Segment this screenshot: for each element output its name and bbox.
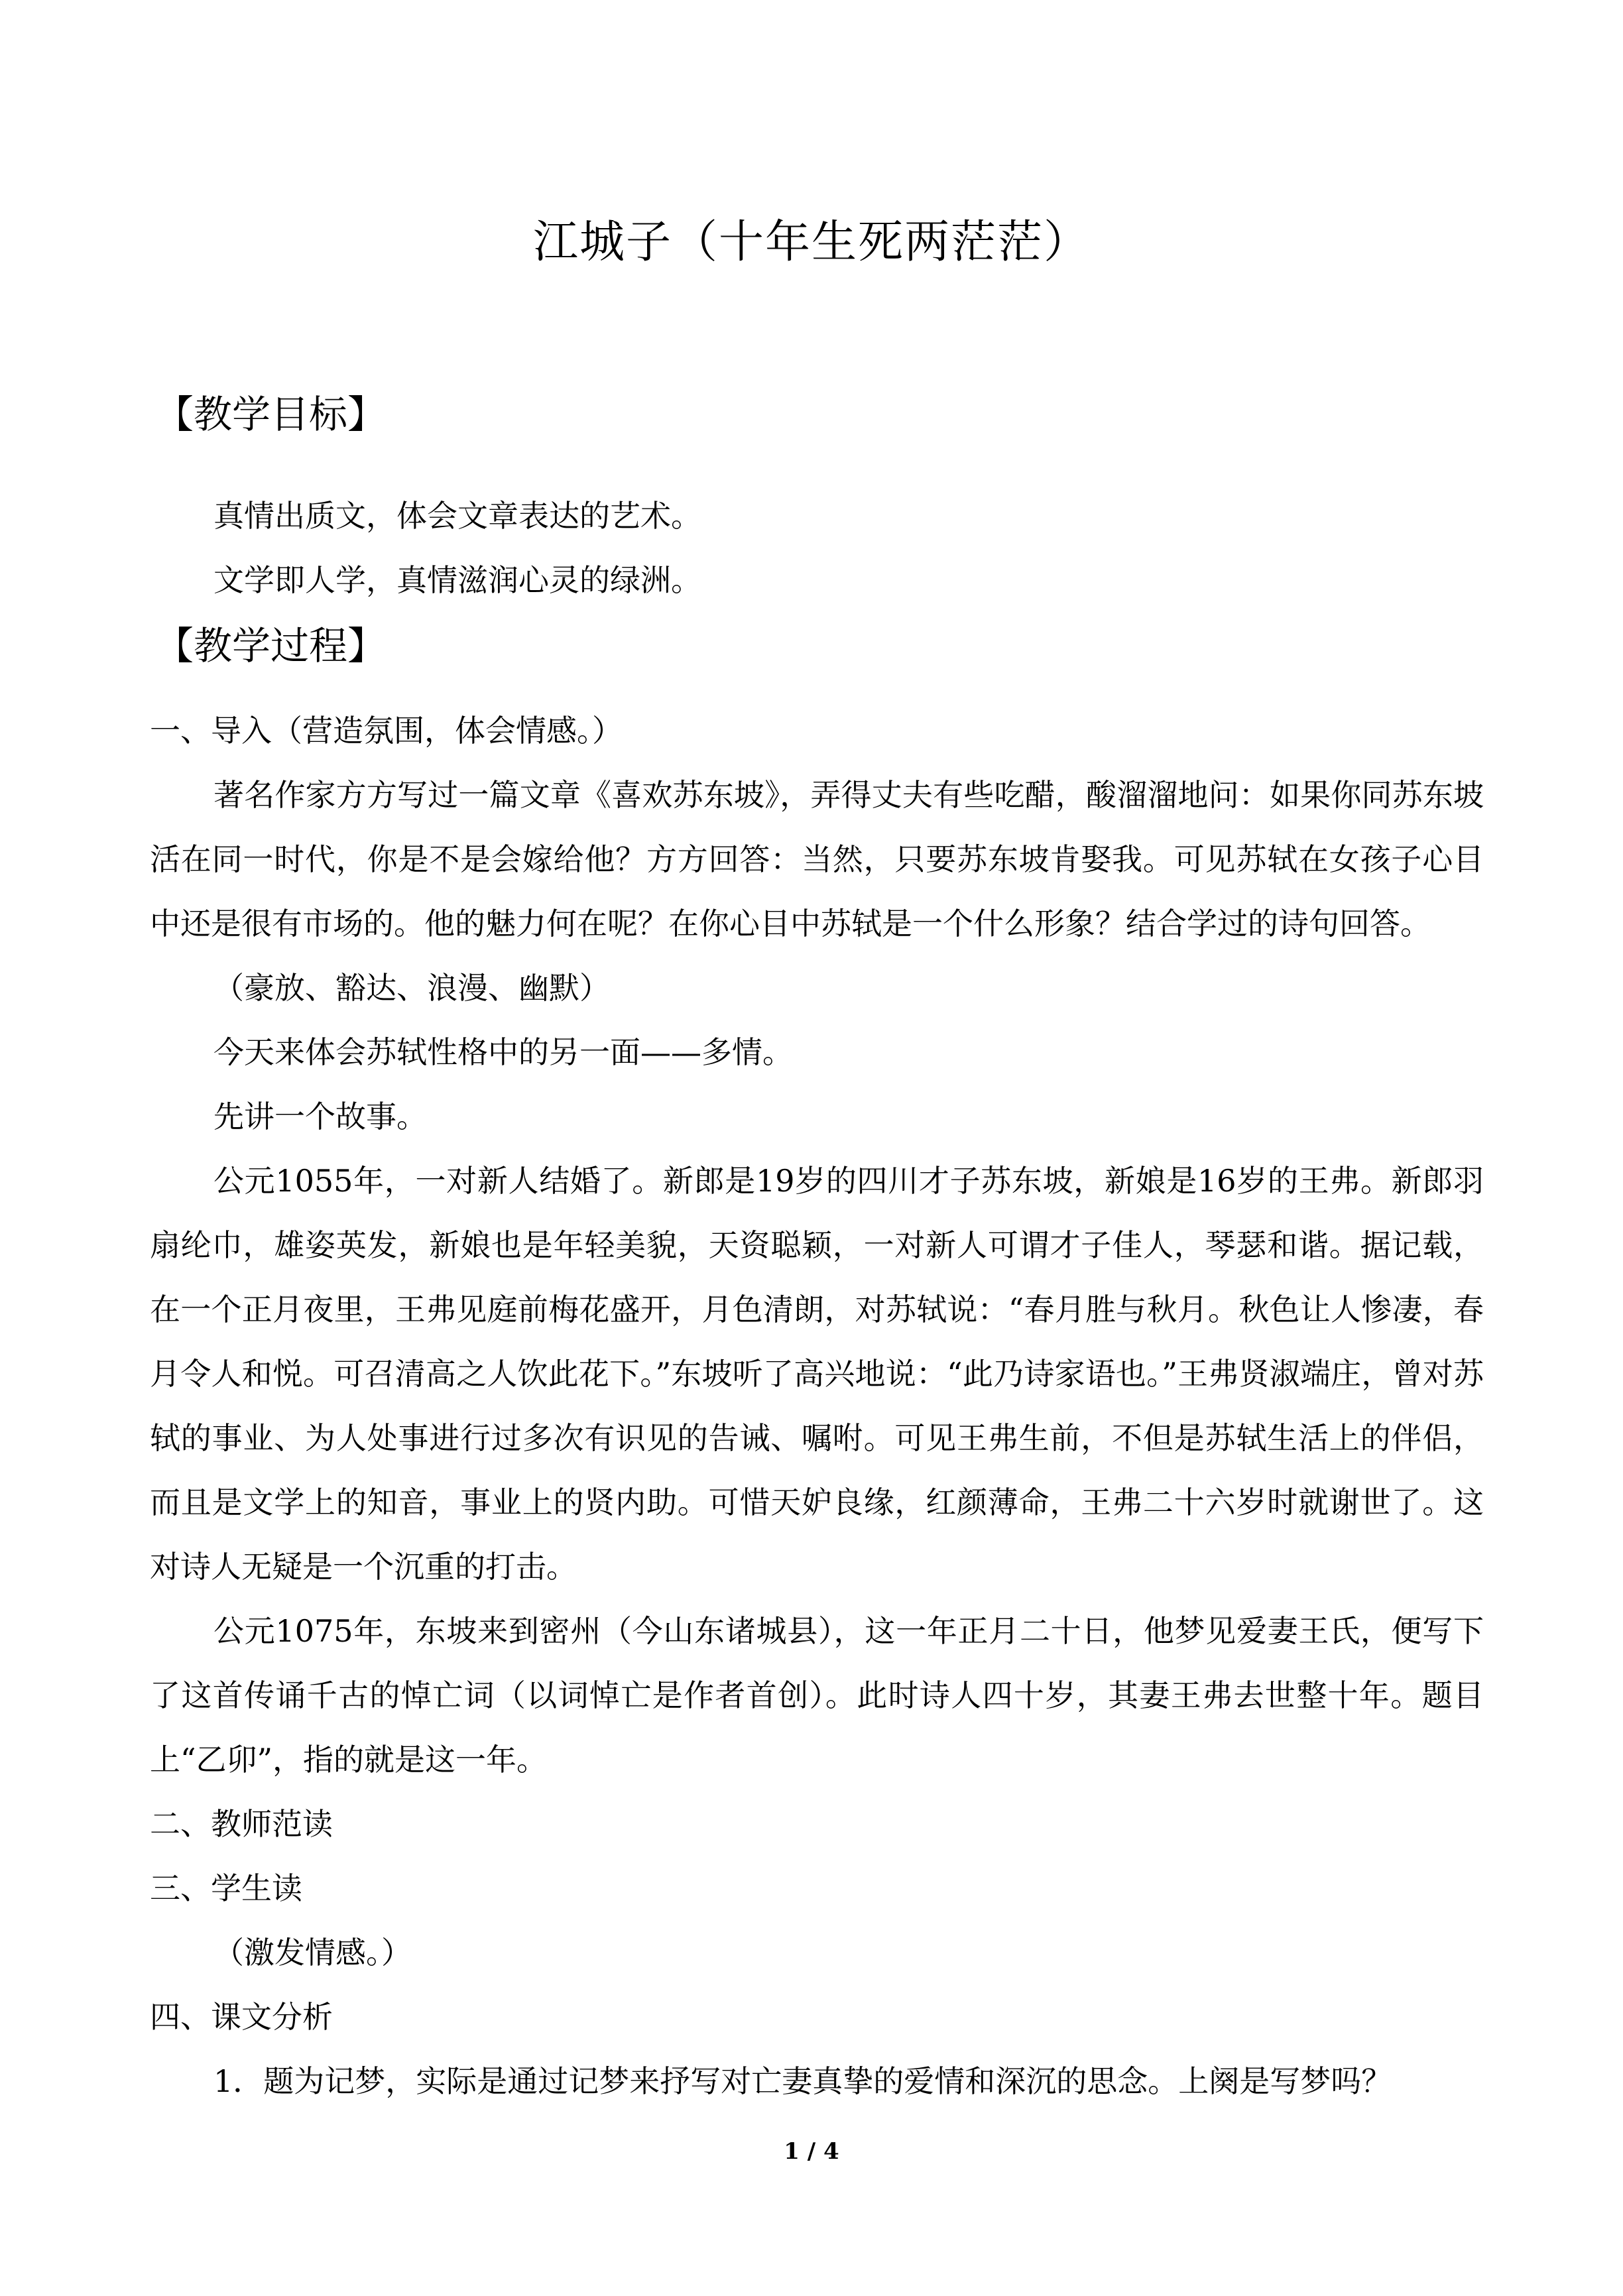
intro-paragraph-3: 今天来体会苏轼性格中的另一面——多情。 xyxy=(213,1034,793,1070)
process-heading: 【教学过程】 xyxy=(155,623,387,668)
intro-paragraph-2: （豪放、豁达、浪漫、幽默） xyxy=(213,970,610,1006)
reading-heading: 二、教师范读 xyxy=(150,1806,333,1842)
intro-paragraph-4: 先讲一个故事。 xyxy=(213,1099,427,1134)
objectives-heading: 【教学目标】 xyxy=(155,392,387,437)
intro-paragraph-6: 公元1075年，东坡来到密州（今山东诸城县），这一年正月二十日，他梦见爱妻王氏，便写下了这首传诵千古的悼亡词（以词悼亡是作者首创）。此时诗人四十岁，其妻王弗去世整十年。题目上“乙卯”，指的就是这一年。 xyxy=(150,1613,1484,1778)
intro-paragraph-5: 公元1055年，一对新人结婚了。新郎是19岁的四川才子苏东坡，新娘是16岁的王弗。新郎羽扇纶巾，雄姿英发，新娘也是年轻美貌，天资聪颖，一对新人可谓才子佳人，琴瑟和谐。据记载，在一个正月夜里，王弗见庭前梅花盛开，月色清朗，对苏轼说：“春月胜与秋月。秋色让人惨凄，春月令人和悦。可召清高之人饮此花下。”东坡听了高兴地说：“此乃诗家语也。”王弗贤淑端庄，曾对苏轼的事业、为人处事进行过多次有识见的告诫、嘱咐。可见王弗生前，不但是苏轼生活上的伴侣，而且是文学上的知音，事业上的贤内助。可惜天妒良缘，红颜薄命，王弗二十六岁时就谢世了。这对诗人无疑是一个沉重的打击。 xyxy=(150,1163,1484,1585)
intro-paragraph-1: 著名作家方方写过一篇文章《喜欢苏东坡》，弄得丈夫有些吃醋，酸溜溜地问：如果你同苏东坡活在同一时代，你是不是会嫁给他？方方回答：当然，只要苏东坡肯娶我。可见苏轼在女孩子心目中还是很有市场的。他的魅力何在呢？在你心目中苏轼是一个什么形象？结合学过的诗句回答。 xyxy=(150,777,1484,941)
document-body xyxy=(150,381,1484,2114)
page-title: 江城子（十年生死两茫茫） xyxy=(532,216,1090,269)
page-number: 1 / 4 xyxy=(784,2138,839,2165)
objective-2: 文学即人学，真情滋润心灵的绿洲。 xyxy=(213,562,701,598)
objective-1: 真情出质文，体会文章表达的艺术。 xyxy=(213,498,701,534)
analysis-item-1: 1．题为记梦，实际是通过记梦来抒写对亡妻真挚的爱情和深沉的思念。上阕是写梦吗？ xyxy=(213,2063,1392,2099)
analysis-heading: 四、课文分析 xyxy=(150,1999,333,2035)
student-reading-note: （激发情感。） xyxy=(213,1935,412,1970)
intro-heading: 一、导入（营造氛围，体会情感。） xyxy=(150,713,623,749)
student-reading-heading: 三、学生读 xyxy=(150,1870,302,1906)
